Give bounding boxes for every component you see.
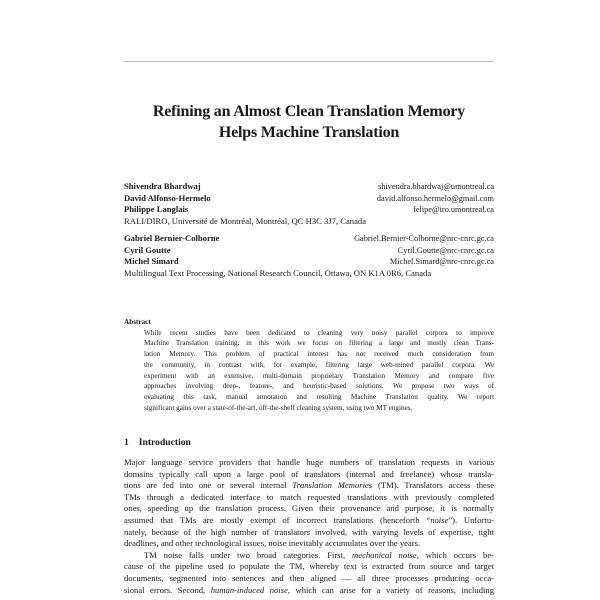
- abstract-line: experiment with an extensive, multi-domain proprietary Translation Memory and compare five: [144, 371, 494, 380]
- author-name: Philippe Langlais: [124, 204, 189, 214]
- author-row: [124, 256, 494, 268]
- body-line: nately, because of the high number of translators involved, with varying levels of expertise, tight: [124, 526, 494, 537]
- body-line: ones, speeding up the translation process. Given their provenance and purpose, it is normally: [124, 503, 494, 514]
- body-text-run: sional errors. Second,: [124, 584, 211, 595]
- abstract-line: lation Memory. This problem of practical interest has not received much consideration from: [144, 350, 494, 359]
- author-name: Gabriel Bernier-Colborne: [124, 233, 220, 243]
- body-text-run: , which occurs be-: [416, 549, 495, 560]
- body-text-run: tions are fed into one or several internal: [124, 480, 293, 491]
- title-line-2: Helps Machine Translation: [218, 124, 400, 141]
- title-line-1: Refining an Almost Clean Translation Memory: [152, 103, 466, 120]
- body-italic-run: Translation Memories: [292, 480, 373, 491]
- body-line: TMs through a dedicated interface to match requested translations with previously completed: [124, 491, 494, 502]
- body-text-run: (TM). Translators access these: [372, 480, 495, 491]
- section-title: Introduction: [138, 437, 191, 448]
- body-line: [124, 480, 494, 492]
- body-line: [124, 585, 494, 597]
- author-email: david.alfonso.hermelo@gmail.com: [376, 193, 494, 203]
- body-text-run: TM noise falls under two broad categories. First,: [144, 549, 353, 560]
- author-email: felipe@iro.umontreal.ca: [413, 205, 494, 214]
- author-email: Gabriel.Bernier-Colborne@nrc-cnrc.gc.ca: [354, 234, 494, 243]
- abstract-line: approaches involving deep-, feature-, and heuristic-based solutions. We propose two ways of: [144, 382, 494, 391]
- author-row: [124, 193, 494, 205]
- author-name: David Alfonso-Hermelo: [124, 192, 211, 203]
- abstract-body: [144, 328, 494, 414]
- body-text-run: assumed that TMs are mostly exempt of incorrect translations (henceforth “: [124, 514, 431, 525]
- body-italic-run: mechanical noise: [352, 549, 417, 560]
- paper-title: [124, 101, 494, 143]
- author-email: Cyril.Goutte@nrc-cnrc.gc.ca: [397, 245, 494, 255]
- body-line: Major language service providers that handle huge numbers of translation requests in various: [124, 457, 494, 467]
- abstract-line: the community, in contrast with, for example, filtering large web-mined parallel corpora. We: [144, 360, 494, 369]
- body-italic-run: human-induced noise: [210, 584, 288, 595]
- author-group-rali: [124, 181, 494, 227]
- body-line: domains typically call upon a large pool of translators (internal and freelance) whose transla-: [124, 468, 494, 479]
- author-row: [124, 181, 494, 193]
- abstract-line: significant gains over a state-of-the-art, off-the-shelf cleaning system, using two MT engines.: [144, 403, 413, 412]
- abstract-line: evaluating this task, manual annotation and resulting Machine Translation quality. We report: [144, 392, 494, 401]
- body-line: cause of the pipeline used to populate the TM, whereby text is extracted from source and target: [124, 561, 494, 572]
- body-italic-run: noise: [430, 514, 449, 525]
- author-name: Shivendra Bhardwaj: [124, 181, 201, 191]
- affiliation: RALI/DIRO, Université de Montréal, Montréal, QC H3C 3J7, Canada: [124, 215, 367, 226]
- author-name: Cyril Goutte: [124, 244, 171, 255]
- author-row: [124, 204, 494, 216]
- affiliation: Multilingual Text Processing, National Research Council, Ottawa, ON K1A 0R6, Canada: [124, 267, 432, 278]
- author-name: Michel Simard: [124, 256, 179, 266]
- author-row: [124, 233, 494, 245]
- author-email: Michel.Simard@nrc-cnrc.gc.ca: [389, 257, 494, 266]
- body-line: [124, 515, 494, 527]
- abstract-heading: Abstract: [124, 318, 151, 326]
- body-line: documents, segmented into sentences and then aligned — all three processes producing occa-: [124, 572, 494, 583]
- body-line: [124, 550, 494, 562]
- abstract-line: Machine Translation training, in this work we focus on filtering a large and mostly clean Trans-: [144, 339, 494, 348]
- body-line: deadlines, and other technological issues, noise inevitably accumulates over the years.: [124, 538, 421, 549]
- body-text-run: ”). Unfortu-: [448, 514, 494, 525]
- section-number: 1: [124, 437, 129, 448]
- abstract-line: While recent studies have been dedicated to cleaning very noisy parallel corpora to improve: [144, 328, 494, 337]
- section-heading: [124, 437, 191, 448]
- body-text: [124, 457, 494, 596]
- author-row: [124, 245, 494, 257]
- author-group-nrc: [124, 233, 494, 279]
- abstract: [124, 317, 494, 413]
- header-rule: [124, 61, 494, 62]
- author-email: shivendra.bhardwaj@umontreal.ca: [378, 182, 494, 191]
- body-text-run: , which can arise for a variety of reasons, including: [287, 584, 495, 595]
